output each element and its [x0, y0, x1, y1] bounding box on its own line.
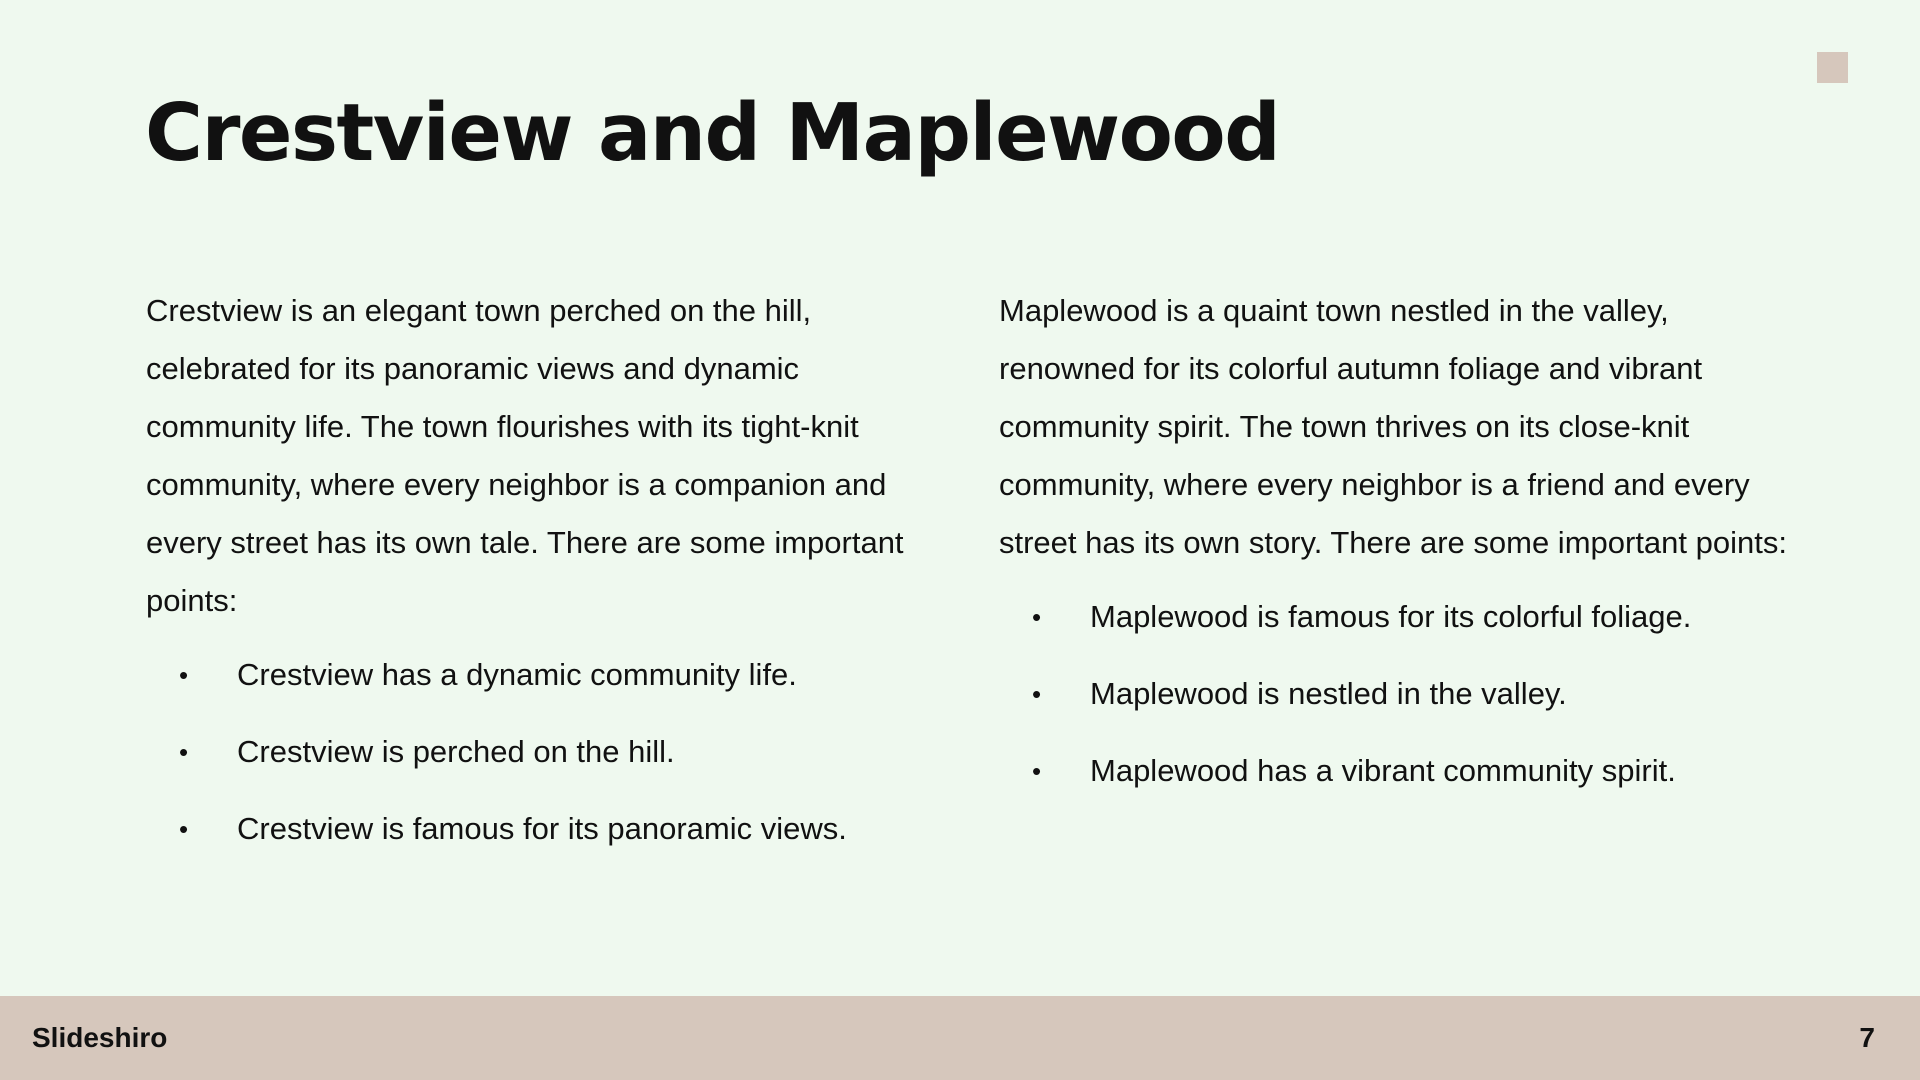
bullet-dot-icon: •	[1032, 679, 1042, 709]
maplewood-bullet-list	[999, 592, 1799, 796]
bullet-text: Crestview is perched on the hill.	[237, 734, 675, 769]
bullet-dot-icon: •	[179, 814, 189, 844]
crestview-bullet-list	[146, 650, 946, 854]
list-item	[146, 650, 946, 700]
bullet-dot-icon: •	[179, 737, 189, 767]
bullet-text: Maplewood is famous for its colorful foliage.	[1090, 599, 1692, 634]
bullet-text: Crestview is famous for its panoramic views.	[237, 811, 847, 846]
right-column	[999, 282, 1799, 823]
list-item	[146, 804, 946, 854]
bullet-text: Maplewood has a vibrant community spirit.	[1090, 753, 1676, 788]
corner-accent-square	[1817, 52, 1848, 83]
page-number: 7	[1859, 1022, 1875, 1053]
maplewood-paragraph: Maplewood is a quaint town nestled in the valley, renowned for its colorful autumn foliage and vibrant community spirit. The town thrives on its close-knit community, where every neighbor is a friend and every street has its own story. There are some important points:	[999, 293, 1787, 560]
list-item	[146, 727, 946, 777]
list-item	[999, 669, 1799, 719]
list-item	[999, 592, 1799, 642]
left-column	[146, 282, 946, 881]
bullet-dot-icon: •	[179, 660, 189, 690]
bullet-text: Maplewood is nestled in the valley.	[1090, 676, 1567, 711]
crestview-paragraph: Crestview is an elegant town perched on the hill, celebrated for its panoramic views and dynamic community life. The town flourishes with its tight-knit community, where every neighbor is a companion and every street has its own tale. There are some important points:	[146, 293, 904, 618]
footer-bar	[0, 996, 1920, 1080]
list-item	[999, 746, 1799, 796]
bullet-dot-icon: •	[1032, 756, 1042, 786]
bullet-text: Crestview has a dynamic community life.	[237, 657, 797, 692]
bullet-dot-icon: •	[1032, 602, 1042, 632]
slide-title: Crestview and Maplewood	[145, 87, 1280, 179]
brand-name: Slideshiro	[32, 1022, 168, 1053]
